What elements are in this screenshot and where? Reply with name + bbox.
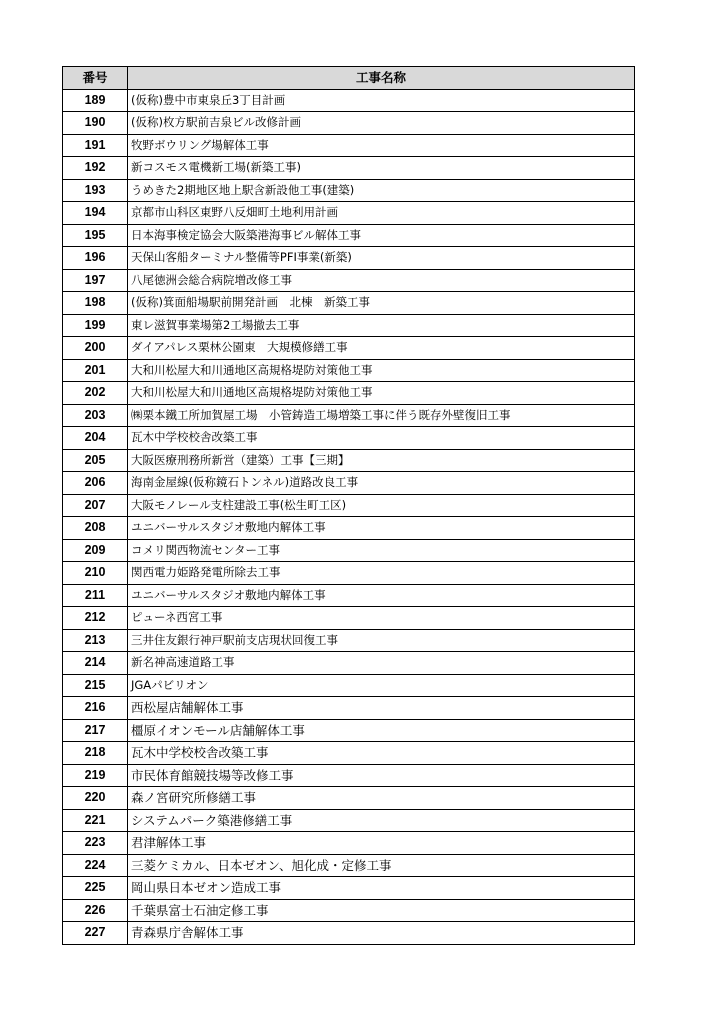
project-table [62,66,635,945]
table-row [63,224,635,247]
table-row [63,269,635,292]
row-number: 191 [63,134,128,157]
row-project-name: 千葉県富士石油定修工事 [128,899,635,922]
row-project-name: 岡山県日本ゼオン造成工事 [128,877,635,900]
row-project-name: システムパーク築港修繕工事 [128,809,635,832]
table-row [63,89,635,112]
table-row [63,607,635,630]
table-row [63,922,635,945]
row-number: 227 [63,922,128,945]
row-project-name: ㈱栗本鐵工所加賀屋工場 小管鋳造工場増築工事に伴う既存外壁復旧工事 [128,404,635,427]
table-row [63,449,635,472]
table-row [63,584,635,607]
table-row [63,742,635,765]
row-number: 205 [63,449,128,472]
row-project-name: (仮称)豊中市東泉丘3丁目計画 [128,89,635,112]
row-number: 226 [63,899,128,922]
row-project-name: 東レ滋賀事業場第2工場撤去工事 [128,314,635,337]
row-number: 206 [63,472,128,495]
row-project-name: ユニバーサルスタジオ敷地内解体工事 [128,517,635,540]
row-number: 215 [63,674,128,697]
row-number: 213 [63,629,128,652]
table-row [63,472,635,495]
row-project-name: 三井住友銀行神戸駅前支店現状回復工事 [128,629,635,652]
table-row [63,179,635,202]
table-row [63,539,635,562]
row-project-name: 大阪モノレール支柱建設工事(松生町工区) [128,494,635,517]
row-number: 197 [63,269,128,292]
table-row [63,809,635,832]
row-number: 214 [63,652,128,675]
row-number: 198 [63,292,128,315]
row-project-name: 瓦木中学校校舎改築工事 [128,427,635,450]
row-number: 199 [63,314,128,337]
table-row [63,157,635,180]
row-project-name: 森ノ宮研究所修繕工事 [128,787,635,810]
project-list-sheet [62,66,634,945]
row-number: 224 [63,854,128,877]
row-number: 189 [63,89,128,112]
row-number: 218 [63,742,128,765]
table-row [63,877,635,900]
row-number: 190 [63,112,128,135]
row-project-name: 新コスモス電機新工場(新築工事) [128,157,635,180]
row-number: 203 [63,404,128,427]
table-row [63,854,635,877]
row-project-name: JGAパビリオン [128,674,635,697]
row-project-name: 西松屋店舗解体工事 [128,697,635,720]
table-row [63,697,635,720]
table-row [63,629,635,652]
table-row [63,292,635,315]
row-project-name: (仮称)枚方駅前吉泉ビル改修計画 [128,112,635,135]
row-project-name: 新名神高速道路工事 [128,652,635,675]
table-row [63,899,635,922]
row-number: 211 [63,584,128,607]
row-project-name: 関西電力姫路発電所除去工事 [128,562,635,585]
row-project-name: 八尾徳洲会総合病院増改修工事 [128,269,635,292]
row-project-name: 海南金屋線(仮称鏡石トンネル)道路改良工事 [128,472,635,495]
header-number: 番号 [63,67,128,90]
table-row [63,359,635,382]
row-number: 210 [63,562,128,585]
table-row [63,112,635,135]
table-row [63,562,635,585]
table-row [63,314,635,337]
row-project-name: 天保山客船ターミナル整備等PFI事業(新築) [128,247,635,270]
row-project-name: 三菱ケミカル、日本ゼオン、旭化成・定修工事 [128,854,635,877]
row-number: 208 [63,517,128,540]
table-row [63,247,635,270]
row-project-name: 大和川松屋大和川通地区高規格堤防対策他工事 [128,359,635,382]
row-project-name: 君津解体工事 [128,832,635,855]
row-project-name: 橿原イオンモール店舗解体工事 [128,719,635,742]
row-number: 207 [63,494,128,517]
table-row [63,674,635,697]
row-project-name: 市民体育館競技場等改修工事 [128,764,635,787]
row-number: 202 [63,382,128,405]
row-number: 221 [63,809,128,832]
row-project-name: 京都市山科区東野八反畑町土地利用計画 [128,202,635,225]
table-row [63,652,635,675]
row-number: 194 [63,202,128,225]
row-project-name: 瓦木中学校校舎改築工事 [128,742,635,765]
table-row [63,382,635,405]
table-row [63,202,635,225]
table-row [63,494,635,517]
table-row [63,719,635,742]
row-number: 225 [63,877,128,900]
row-number: 212 [63,607,128,630]
row-number: 217 [63,719,128,742]
row-project-name: 牧野ボウリング場解体工事 [128,134,635,157]
row-number: 192 [63,157,128,180]
table-row [63,517,635,540]
table-row [63,832,635,855]
table-row [63,764,635,787]
row-project-name: 日本海事検定協会大阪築港海事ビル解体工事 [128,224,635,247]
row-project-name: ピューネ西宮工事 [128,607,635,630]
row-project-name: ユニバーサルスタジオ敷地内解体工事 [128,584,635,607]
row-number: 204 [63,427,128,450]
table-body [63,89,635,944]
row-number: 219 [63,764,128,787]
row-number: 195 [63,224,128,247]
table-row [63,337,635,360]
row-number: 200 [63,337,128,360]
row-project-name: 大和川松屋大和川通地区高規格堤防対策他工事 [128,382,635,405]
row-project-name: 青森県庁舎解体工事 [128,922,635,945]
row-number: 201 [63,359,128,382]
row-project-name: 大阪医療刑務所新営（建築）工事【三期】 [128,449,635,472]
table-row [63,427,635,450]
row-project-name: コメリ関西物流センター工事 [128,539,635,562]
row-number: 196 [63,247,128,270]
row-number: 220 [63,787,128,810]
header-project-name: 工事名称 [128,67,635,90]
row-project-name: (仮称)箕面船場駅前開発計画 北棟 新築工事 [128,292,635,315]
row-number: 209 [63,539,128,562]
row-project-name: うめきた2期地区地上駅含新設他工事(建築) [128,179,635,202]
row-number: 216 [63,697,128,720]
row-number: 193 [63,179,128,202]
row-number: 223 [63,832,128,855]
table-header-row [63,67,635,90]
row-project-name: ダイアパレス栗林公園東 大規模修繕工事 [128,337,635,360]
table-row [63,134,635,157]
table-row [63,404,635,427]
table-row [63,787,635,810]
